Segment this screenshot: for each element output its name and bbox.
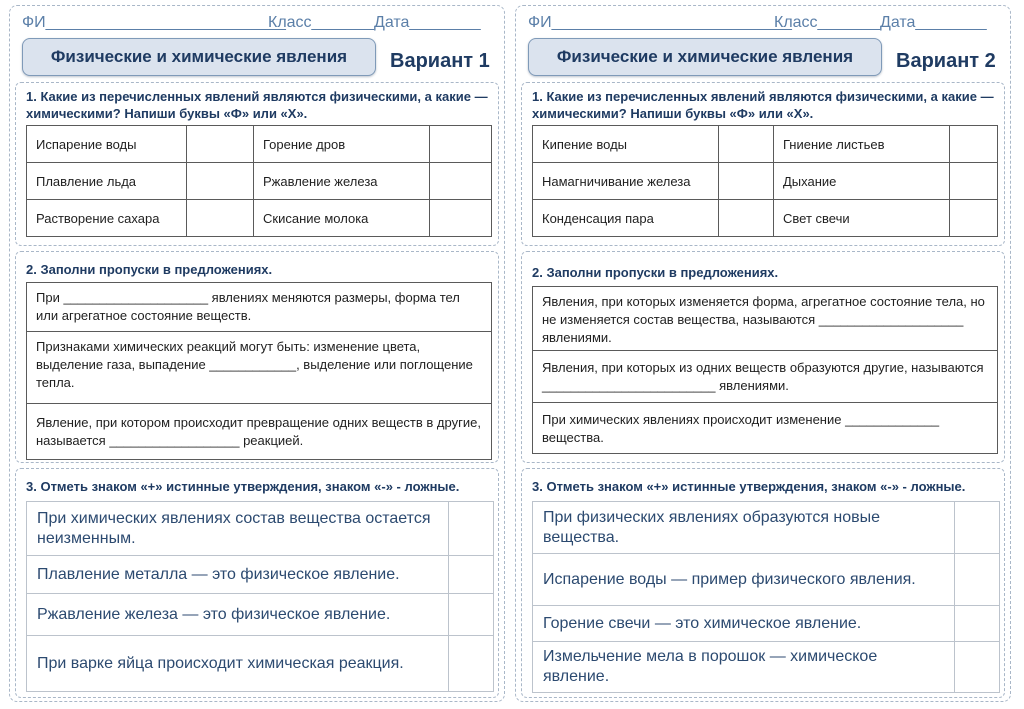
task2-section: [521, 251, 1005, 463]
answer-box[interactable]: [719, 163, 774, 200]
table-row: [27, 556, 494, 594]
worksheet-title: Физические и химические явления: [528, 38, 882, 76]
answer-box[interactable]: [430, 200, 492, 237]
answer-box[interactable]: [187, 200, 254, 237]
date-field[interactable]: Дата________: [880, 14, 987, 31]
mark-box[interactable]: [955, 642, 1000, 693]
answer-box[interactable]: [430, 126, 492, 163]
task2-section: [15, 251, 499, 463]
phenomenon-cell: Растворение сахара: [27, 200, 187, 237]
phenomenon-cell: Намагничивание железа: [533, 163, 719, 200]
table-row: [27, 200, 492, 237]
task1-section: [15, 82, 499, 246]
phenomenon-cell: Конденсация пара: [533, 200, 719, 237]
task2-title: 2. Заполни пропуски в предложениях.: [26, 262, 273, 277]
task3-table: [532, 501, 1000, 693]
mark-box[interactable]: [449, 502, 494, 556]
table-row: [533, 502, 1000, 554]
answer-box[interactable]: [950, 200, 998, 237]
table-row: [533, 200, 998, 237]
statement-cell: Горение свечи — это химическое явление.: [533, 606, 955, 642]
task1-title: 1. Какие из перечисленных явлений являются физическими, а какие — химическими? Напиши буквы «Ф» или «Х».: [26, 89, 488, 121]
worksheet-variant-1: [9, 5, 505, 702]
name-field[interactable]: ФИ___________________________: [22, 14, 286, 31]
table-row: [27, 594, 494, 636]
answer-box[interactable]: [187, 163, 254, 200]
fill-sentence[interactable]: При химических явлениях происходит изменение _____________ вещества.: [542, 412, 940, 445]
phenomenon-cell: Скисание молока: [254, 200, 430, 237]
header-fields: [528, 14, 998, 34]
table-row: [27, 126, 492, 163]
fill-sentence[interactable]: При ____________________ явлениях меняются размеры, форма тел или агрегатное состояние веществ.: [27, 283, 491, 332]
phenomenon-cell: Плавление льда: [27, 163, 187, 200]
answer-box[interactable]: [430, 163, 492, 200]
mark-box[interactable]: [955, 606, 1000, 642]
answer-box[interactable]: [719, 200, 774, 237]
class-field[interactable]: Класс_______: [268, 14, 374, 31]
phenomenon-cell: Дыхание: [774, 163, 950, 200]
worksheet-variant-2: [515, 5, 1011, 702]
task3-section: [15, 468, 499, 698]
statement-cell: Плавление металла — это физическое явление.: [27, 556, 449, 594]
name-field[interactable]: ФИ___________________________: [528, 14, 792, 31]
variant-label: Вариант 2: [896, 50, 996, 72]
task3-section: [521, 468, 1005, 698]
phenomenon-cell: Кипение воды: [533, 126, 719, 163]
statement-cell: Измельчение мела в порошок — химическое явление.: [533, 642, 955, 693]
mark-box[interactable]: [449, 636, 494, 692]
task2-title: 2. Заполни пропуски в предложениях.: [532, 265, 779, 280]
table-row: [27, 502, 494, 556]
phenomenon-cell: Гниение листьев: [774, 126, 950, 163]
variant-label: Вариант 1: [390, 50, 490, 72]
task3-title: 3. Отметь знаком «+» истинные утверждения, знаком «-» - ложные.: [532, 479, 966, 494]
table-row: [533, 606, 1000, 642]
task1-table: [532, 125, 998, 237]
fill-sentence[interactable]: Явления, при которых из одних веществ образуются другие, называются ________________________ явлениями.: [533, 351, 997, 403]
mark-box[interactable]: [955, 554, 1000, 606]
answer-box[interactable]: [719, 126, 774, 163]
statement-cell: При физических явлениях образуются новые вещества.: [533, 502, 955, 554]
table-row: [533, 642, 1000, 693]
answer-box[interactable]: [950, 126, 998, 163]
task2-sentences: [532, 286, 998, 454]
phenomenon-cell: Свет свечи: [774, 200, 950, 237]
fill-sentence[interactable]: Явления, при которых изменяется форма, агрегатное состояние тела, но не изменяется состав вещества, называются ____________________ явлениями.: [533, 287, 997, 351]
mark-box[interactable]: [955, 502, 1000, 554]
phenomenon-cell: Горение дров: [254, 126, 430, 163]
class-field[interactable]: Класс_______: [774, 14, 880, 31]
mark-box[interactable]: [449, 556, 494, 594]
answer-box[interactable]: [187, 126, 254, 163]
phenomenon-cell: Испарение воды: [27, 126, 187, 163]
task2-sentences: [26, 282, 492, 460]
task1-table: [26, 125, 492, 237]
worksheet-title: Физические и химические явления: [22, 38, 376, 76]
phenomenon-cell: Ржавление железа: [254, 163, 430, 200]
statement-cell: Ржавление железа — это физическое явление.: [27, 594, 449, 636]
statement-cell: Испарение воды — пример физического явления.: [533, 554, 955, 606]
table-row: [533, 163, 998, 200]
task1-section: [521, 82, 1005, 246]
table-row: [27, 636, 494, 692]
task1-title: 1. Какие из перечисленных явлений являются физическими, а какие — химическими? Напиши буквы «Ф» или «Х».: [532, 89, 994, 121]
table-row: [533, 554, 1000, 606]
task3-title: 3. Отметь знаком «+» истинные утверждения, знаком «-» - ложные.: [26, 479, 460, 494]
table-row: [533, 126, 998, 163]
statement-cell: При химических явлениях состав вещества остается неизменным.: [27, 502, 449, 556]
table-row: [27, 163, 492, 200]
answer-box[interactable]: [950, 163, 998, 200]
header-fields: [22, 14, 492, 34]
date-field[interactable]: Дата________: [374, 14, 481, 31]
task3-table: [26, 501, 494, 692]
statement-cell: При варке яйца происходит химическая реакция.: [27, 636, 449, 692]
mark-box[interactable]: [449, 594, 494, 636]
fill-sentence[interactable]: Явление, при котором происходит превращение одних веществ в другие, называется __________________ реакцией.: [36, 415, 481, 448]
fill-sentence[interactable]: Признаками химических реакций могут быть: изменение цвета, выделение газа, выпадение ____________, выделение или поглощение тепла.: [27, 332, 491, 404]
